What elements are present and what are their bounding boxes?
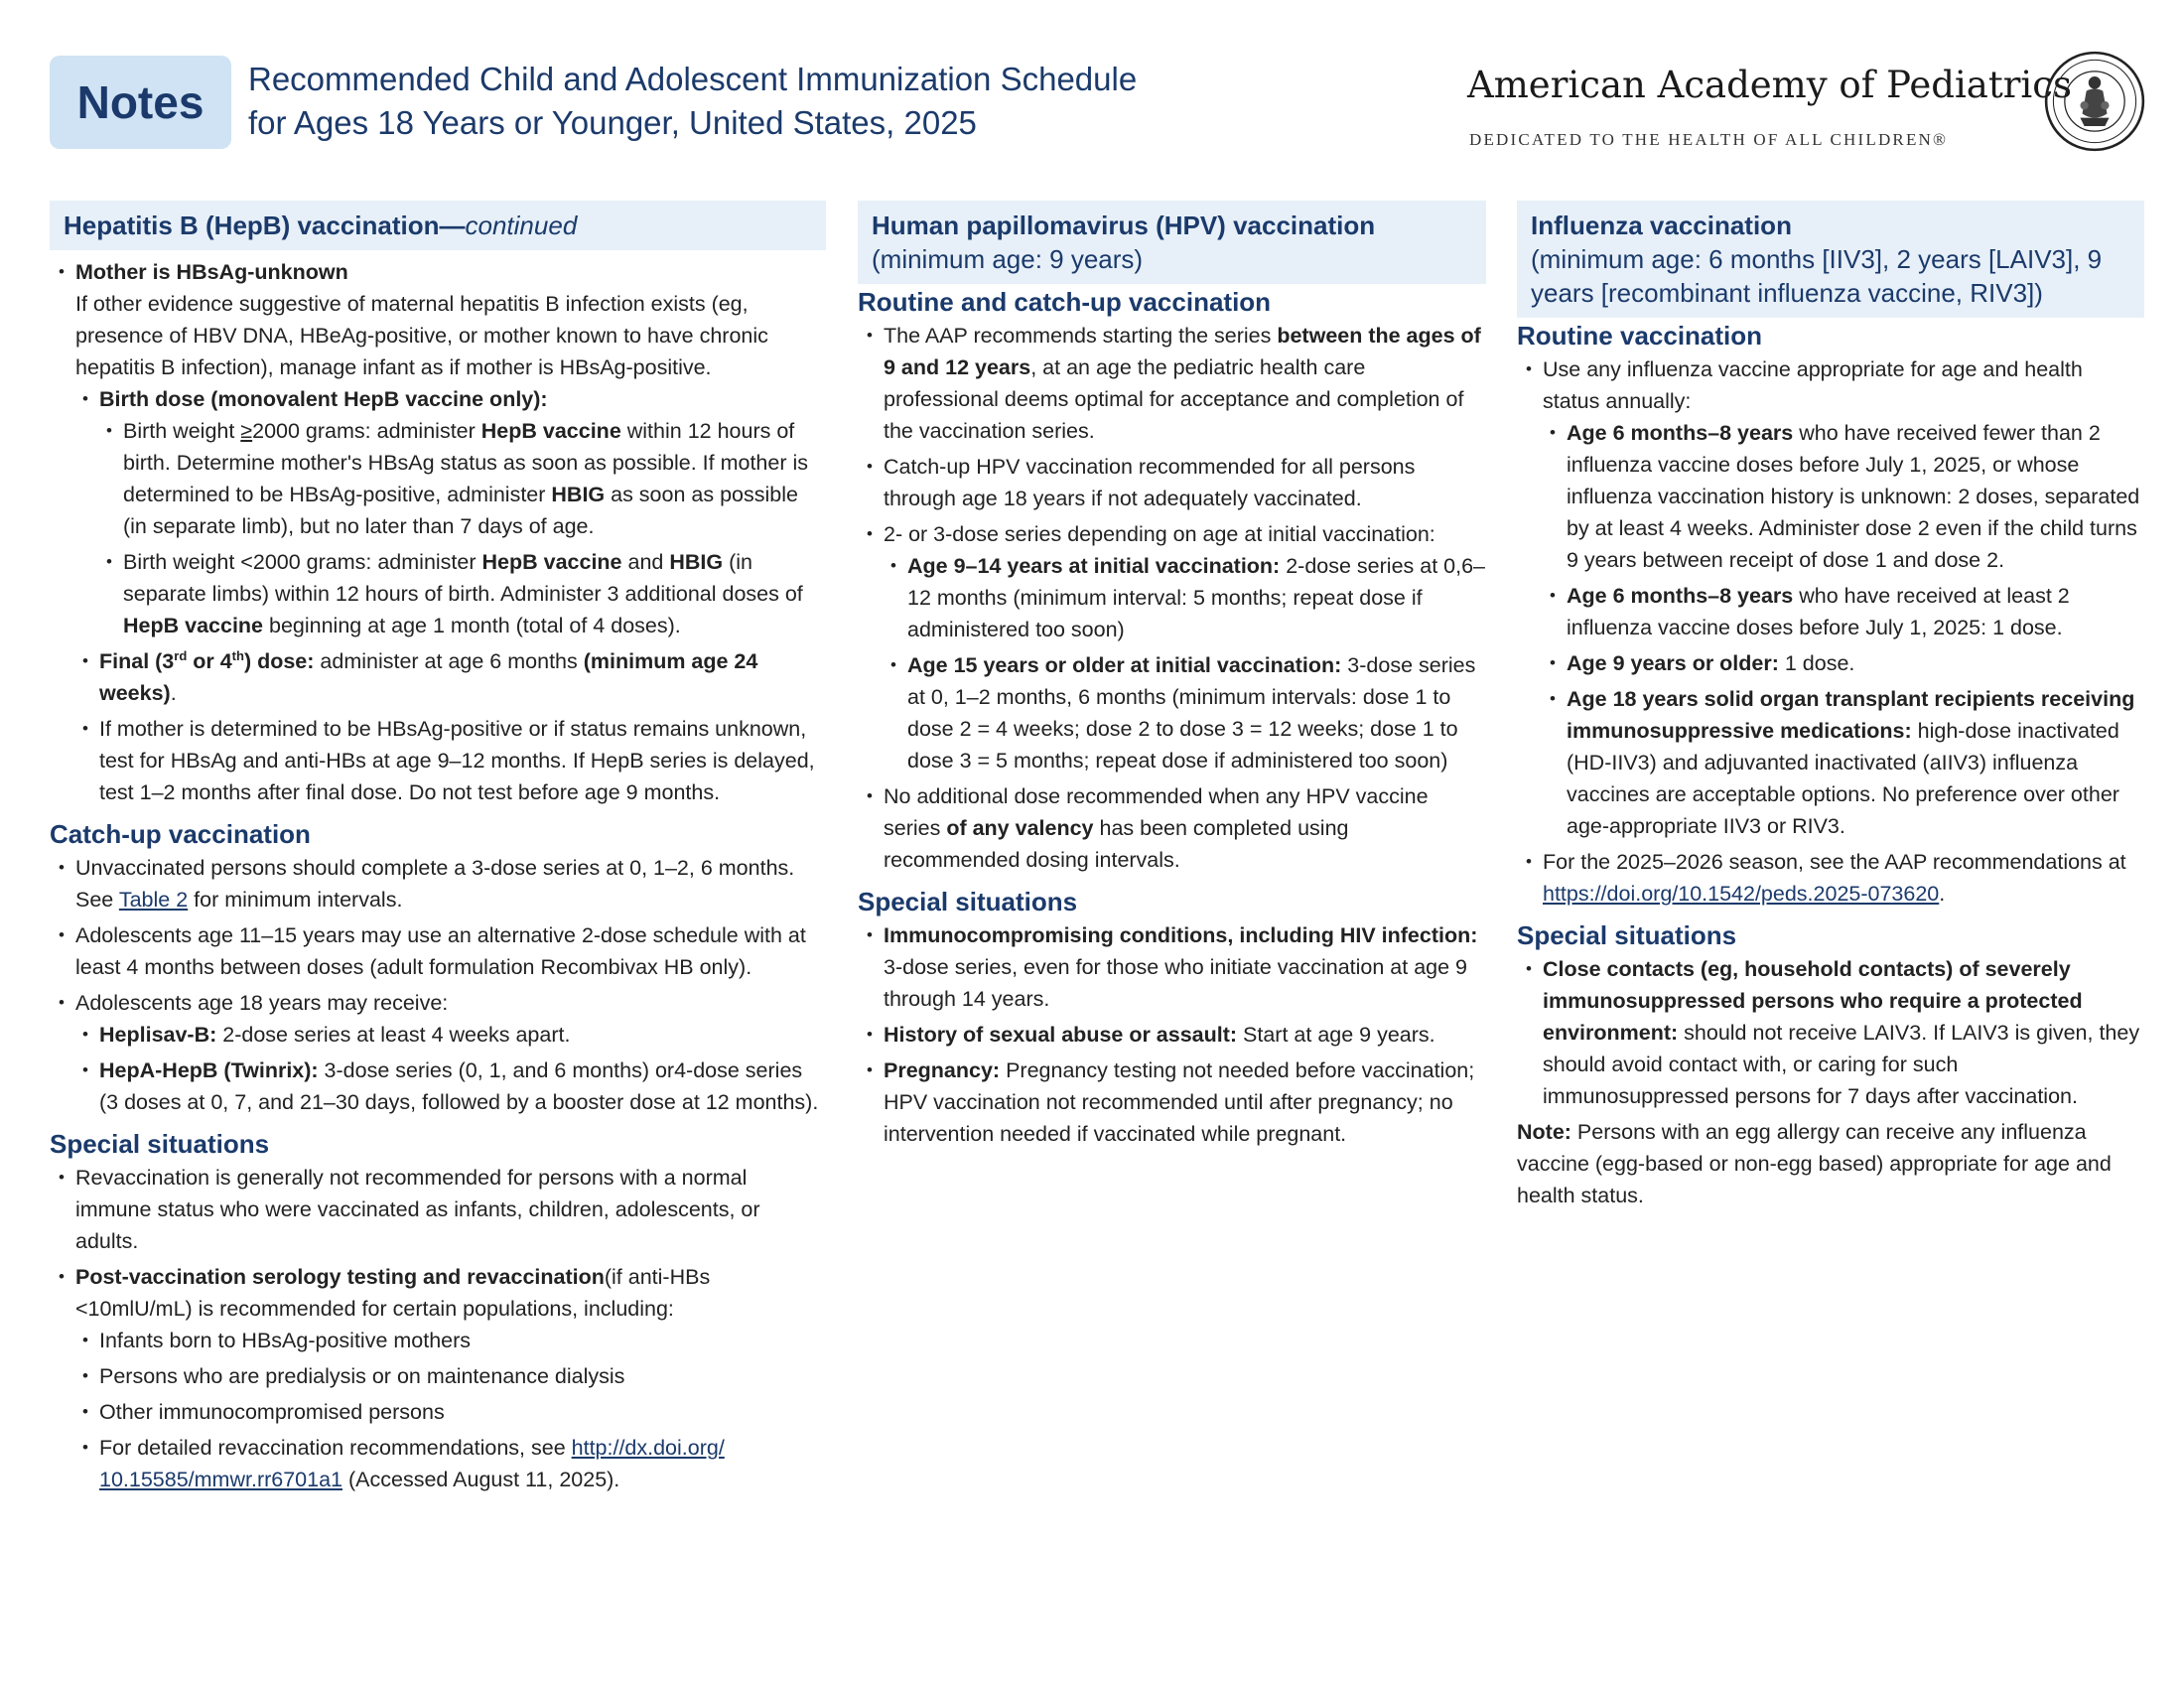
hpv-special-heading: Special situations <box>858 887 1078 916</box>
list-item: • If mother is determined to be HBsAg-positive or if status remains unknown, test for HBsAg and anti-HBs at age 9–12 months. If HepB series is delayed, test 1–2 months after final dose. Do not test before age 9 months. <box>99 713 826 808</box>
list-item: • Age 9 years or older: 1 dose. <box>1567 647 2144 679</box>
list-item: • Infants born to HBsAg-positive mothers <box>99 1325 826 1356</box>
org-name: American Academy of Pediatrics <box>1467 64 2072 106</box>
list-item: • 2- or 3-dose series depending on age at initial vaccination: • Age 9–14 years at initial vaccination: 2-dose series at 0,6–12 months (minimum interval: 5 months; repeat dose if administered too soon) • Age 15 years or older at initial vaccination: 3-dose series at 0, 1–2 months, 6 months (minimum intervals: dose 1 to dose 2 = 4 weeks; dose 2 to dose 3 = 12 weeks; dose 1 to dose 3 = 5 months; repeat dose if administered too soon) <box>884 518 1486 776</box>
list-item: • Age 15 years or older at initial vaccination: 3-dose series at 0, 1–2 months, 6 months (minimum intervals: dose 1 to dose 2 = 4 weeks; dose 2 to dose 3 = 12 weeks; dose 1 to dose 3 = 5 months; repeat dose if administered too soon) <box>907 649 1486 776</box>
egg-allergy-note: Note: Persons with an egg allergy can receive any influenza vaccine (egg-based or non-egg based) appropriate for age and health status. <box>1517 1120 2112 1207</box>
list-item: • Adolescents age 11–15 years may use an alternative 2-dose schedule with at least 4 months between doses (adult formulation Recombivax HB only). <box>75 919 826 983</box>
title-line-2: for Ages 18 Years or Younger, United States, 2025 <box>248 104 977 141</box>
list-item: • Birth weight <2000 grams: administer HepB vaccine and HBIG (in separate limbs) within 12 hours of birth. Administer 3 additional doses of HepB vaccine beginning at age 1 month (total of 4 doses). <box>123 546 826 641</box>
list-item: • Immunocompromising conditions, including HIV infection: 3-dose series, even for those who initiate vaccination at age 9 through 14 years. <box>884 919 1486 1015</box>
list-item: • Catch-up HPV vaccination recommended for all persons through age 18 years if not adequately vaccinated. <box>884 451 1486 514</box>
list-item: • Revaccination is generally not recommended for persons with a normal immune status who were vaccinated as infants, children, adolescents, or adults. <box>75 1162 826 1257</box>
list-item: • No additional dose recommended when any HPV vaccine series of any valency has been completed using recommended dosing intervals. <box>884 780 1486 876</box>
hepb-column <box>50 201 826 1499</box>
list-item: • Age 6 months–8 years who have received fewer than 2 influenza vaccine doses before July 1, 2025, or whose influenza vaccination history is unknown: 2 doses, separated by at least 4 weeks. Administer dose 2 even if the child turns 9 years between receipt of dose 1 and dose 2. <box>1567 417 2144 576</box>
flu-routine-list <box>1517 353 2144 910</box>
list-item: • Persons who are predialysis or on maintenance dialysis <box>99 1360 826 1392</box>
hepb-list <box>50 256 826 808</box>
list-item: • Other immunocompromised persons <box>99 1396 826 1428</box>
title-line-1: Recommended Child and Adolescent Immunization Schedule <box>248 61 1138 97</box>
flu-routine-heading: Routine vaccination <box>1517 321 1763 351</box>
list-item: • HepA-HepB (Twinrix): 3-dose series (0, 1, and 6 months) or4-dose series (3 doses at 0, 7, and 21–30 days, followed by a booster dose at 12 months). <box>99 1055 826 1118</box>
list-item: • Pregnancy: Pregnancy testing not needed before vaccination; HPV vaccination not recommended until after pregnancy; no intervention needed if vaccinated while pregnant. <box>884 1055 1486 1150</box>
list-item: • Heplisav-B: 2-dose series at least 4 weeks apart. <box>99 1019 826 1051</box>
aap-seal-icon <box>2043 50 2146 153</box>
catchup-list <box>50 852 826 1118</box>
list-item: • For detailed revaccination recommendations, see http://dx.doi.org/ 10.15585/mmwr.rr6701a1 (Accessed August 11, 2025). <box>99 1432 826 1495</box>
table-2-link[interactable]: Table 2 <box>118 888 189 912</box>
hpv-column <box>858 201 1486 1154</box>
flu-special-heading: Special situations <box>1517 920 1737 950</box>
page-title <box>248 58 1137 145</box>
list-item: • History of sexual abuse or assault: Start at age 9 years. <box>884 1019 1486 1051</box>
list-item: • Unvaccinated persons should complete a 3-dose series at 0, 1–2, 6 months. See Table 2 for minimum intervals. <box>75 852 826 915</box>
list-item: • Final (3rd or 4th) dose: administer at age 6 months (minimum age 24 weeks). <box>99 645 826 709</box>
hpv-routine-heading: Routine and catch-up vaccination <box>858 287 1272 317</box>
org-tagline: DEDICATED TO THE HEALTH OF ALL CHILDREN® <box>1469 130 1949 149</box>
list-item: • Birth weight ≥2000 grams: administer HepB vaccine within 12 hours of birth. Determine mother's HBsAg status as soon as possible. If mother is determined to be HBsAg-positive, administer HBIG as soon as possible (in separate limb), but no later than 7 days of age. <box>123 415 826 542</box>
influenza-column <box>1517 201 2144 1211</box>
notes-badge: Notes <box>50 56 231 149</box>
hepb-section-header: Hepatitis B (HepB) vaccination—continued <box>50 201 826 250</box>
list-item: • Birth dose (monovalent HepB vaccine only): • Birth weight ≥2000 grams: administer HepB vaccine within 12 hours of birth. Determine mother's HBsAg status as soon as possible. If mother is determined to be HBsAg-positive, administer HBIG as soon as possible (in separate limb), but no later than 7 days of age. • Birth weight <2000 grams: administer HepB vaccine and HBIG (in separate limbs) within 12 hours of birth. Administer 3 additional doses of HepB vaccine beginning at age 1 month (total of 4 doses). <box>99 383 826 641</box>
list-item: • Use any influenza vaccine appropriate for age and health status annually: • Age 6 months–8 years who have received fewer than 2 influenza vaccine doses before July 1, 2025, or whose influenza vaccination history is unknown: 2 doses, separated by at least 4 weeks. Administer dose 2 even if the child turns 9 years between receipt of dose 1 and dose 2. • Age 6 months–8 years who have received at least 2 influenza vaccine doses before July 1, 2025: 1 dose. • Age 9 years or older: 1 dose. • Age 18 years solid organ transplant recipients receiving immunosuppressive medications: high-dose inactivated (HD-IIV3) and adjuvanted inactivated (aIIV3) influenza vaccines are acceptable options. No preference over other age-appropriate IIV3 or RIV3. <box>1543 353 2144 842</box>
list-item: • Age 9–14 years at initial vaccination: 2-dose series at 0,6–12 months (minimum interval: 5 months; repeat dose if administered too soon) <box>907 550 1486 645</box>
list-item: • Mother is HBsAg-unknown If other evidence suggestive of maternal hepatitis B infection exists (eg, presence of HBV DNA, HBeAg-positive, or mother known to have chronic hepatitis B infection), manage infant as if mother is HBsAg-positive. • Birth dose (monovalent HepB vaccine only): • Birth weight ≥2000 grams: administer HepB vaccine within 12 hours of birth. Determine mother's HBsAg status as soon as possible. If mother is determined to be HBsAg-positive, administer HBIG as soon as possible (in separate limb), but no later than 7 days of age. • Birth weight <2000 grams: administer HepB vaccine and HBIG (in separate limbs) within 12 hours of birth. Administer 3 additional doses of HepB vaccine beginning at age 1 month (total of 4 doses). • Final (3rd or 4th) dose: administer at age 6 months (minimum age 24 weeks). • If mother is determined to be HBsAg-positive or if status remains unknown, test for HBsAg and anti-HBs at age 9–12 months. If HepB series is delayed, test 1–2 months after final dose. Do not test before age 9 months. <box>75 256 826 808</box>
hepb-special-heading: Special situations <box>50 1129 270 1159</box>
hpv-routine-list <box>858 320 1486 876</box>
hpv-special-list <box>858 919 1486 1150</box>
aap-flu-link[interactable]: https://doi.org/10.1542/peds.2025-073620 <box>1543 882 1940 906</box>
list-item: • The AAP recommends starting the series between the ages of 9 and 12 years, at an age the pediatric health care professional deems optimal for acceptance and completion of the vaccination series. <box>884 320 1486 447</box>
mmwr-link[interactable]: http://dx.doi.org/ 10.15585/mmwr.rr6701a1 <box>99 1436 725 1491</box>
list-item: • Post-vaccination serology testing and revaccination(if anti-HBs <10mlU/mL) is recommended for certain populations, including: • Infants born to HBsAg-positive mothers • Persons who are predialysis or on maintenance dialysis • Other immunocompromised persons • For detailed revaccination recommendations, see http://dx.doi.org/ 10.15585/mmwr.rr6701a1 (Accessed August 11, 2025). <box>75 1261 826 1495</box>
list-item: • Close contacts (eg, household contacts) of severely immunosuppressed persons who require a protected environment: should not receive LAIV3. If LAIV3 is given, they should avoid contact with, or caring for such immunosuppressed persons for 7 days after vaccination. <box>1543 953 2144 1112</box>
list-item: • For the 2025–2026 season, see the AAP recommendations at https://doi.org/10.1542/peds.2025-073620. <box>1543 846 2144 910</box>
hpv-section-header: Human papillomavirus (HPV) vaccination (minimum age: 9 years) <box>858 201 1486 284</box>
influenza-section-header: Influenza vaccination (minimum age: 6 months [IIV3], 2 years [LAIV3], 9 years [recombinant influenza vaccine, RIV3]) <box>1517 201 2144 318</box>
hepb-special-list <box>50 1162 826 1495</box>
list-item: • Age 18 years solid organ transplant recipients receiving immunosuppressive medications: high-dose inactivated (HD-IIV3) and adjuvanted inactivated (aIIV3) influenza vaccines are acceptable options. No preference over other age-appropriate IIV3 or RIV3. <box>1567 683 2144 842</box>
catchup-heading: Catch-up vaccination <box>50 819 311 849</box>
flu-special-list <box>1517 953 2144 1112</box>
list-item: • Adolescents age 18 years may receive: • Heplisav-B: 2-dose series at least 4 weeks apart. • HepA-HepB (Twinrix): 3-dose series (0, 1, and 6 months) or4-dose series (3 doses at 0, 7, and 21–30 days, followed by a booster dose at 12 months). <box>75 987 826 1118</box>
list-item: • Age 6 months–8 years who have received at least 2 influenza vaccine doses before July 1, 2025: 1 dose. <box>1567 580 2144 643</box>
